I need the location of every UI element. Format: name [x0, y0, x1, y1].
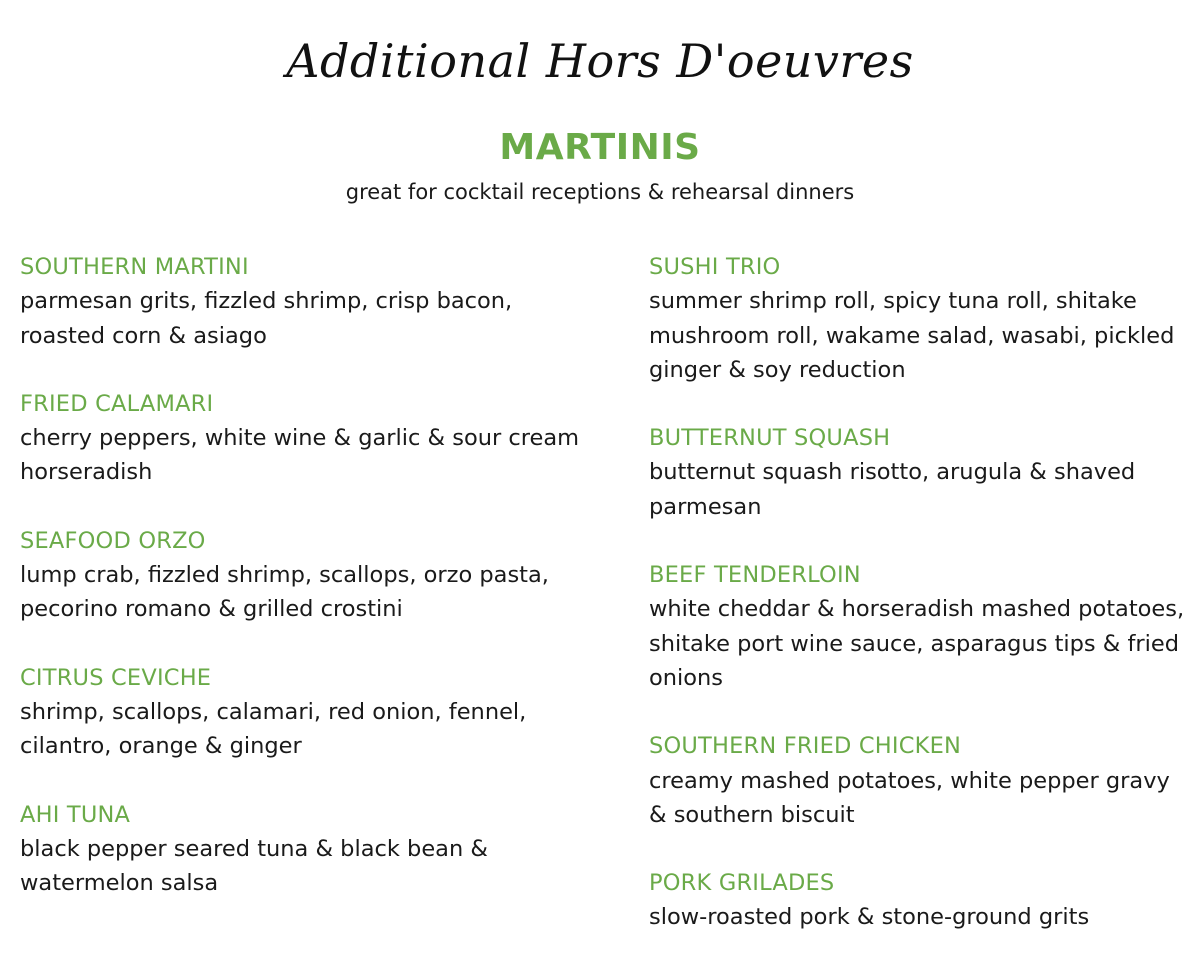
menu-item-name: BUTTERNUT SQUASH [649, 425, 891, 452]
menu-item [20, 661, 600, 764]
menu-column-right [649, 250, 1194, 969]
menu-item [649, 729, 1194, 832]
menu-item-description: black pepper seared tuna & black bean & watermelon salsa [20, 835, 488, 897]
menu-item [649, 558, 1194, 695]
menu-item [649, 250, 1194, 387]
section-subtitle: great for cocktail receptions & rehearsal dinners [345, 180, 855, 204]
menu-item-description: shrimp, scallops, calamari, red onion, fennel, cilantro, orange & ginger [20, 698, 527, 760]
page-title: Additional Hors D'oeuvres [286, 34, 914, 88]
menu-item-name: SOUTHERN MARTINI [20, 254, 249, 280]
menu-item-name: CITRUS CEVICHE [20, 664, 212, 691]
menu-item [649, 866, 1194, 935]
menu-item-description: summer shrimp roll, spicy tuna roll, shitake mushroom roll, wakame salad, wasabi, pickled ginger & soy reduction [649, 288, 1175, 383]
menu-item-name: SOUTHERN FRIED CHICKEN [649, 733, 962, 760]
menu-item-name: BEEF TENDERLOIN [649, 562, 861, 589]
menu-item-description: slow-roasted pork & stone-ground grits [649, 904, 1090, 931]
section-title: MARTINIS [499, 127, 701, 168]
menu-item-description: lump crab, fizzled shrimp, scallops, orzo pasta, pecorino romano & grilled crostini [20, 562, 549, 623]
menu-item [20, 524, 600, 627]
menu-item-name: FRIED CALAMARI [20, 390, 214, 417]
menu-item-description: creamy mashed potatoes, white pepper gravy & southern biscuit [649, 767, 1170, 828]
menu-item-description: butternut squash risotto, arugula & shaved parmesan [649, 459, 1136, 520]
menu-item [20, 798, 600, 901]
menu-item-description: cherry peppers, white wine & garlic & sour cream horseradish [20, 425, 580, 486]
menu-item-description: white cheddar & horseradish mashed potatoes, shitake port wine sauce, asparagus tips & fried onions [649, 596, 1185, 691]
menu-item-name: SUSHI TRIO [649, 254, 781, 280]
menu-item [20, 250, 600, 353]
menu-item [649, 421, 1194, 524]
menu-item-name: AHI TUNA [20, 801, 131, 828]
menu-item-name: SEAFOOD ORZO [20, 527, 206, 554]
menu-column-left [20, 250, 600, 934]
menu-item-name: PORK GRILADES [649, 870, 835, 897]
menu-item-description: parmesan grits, fizzled shrimp, crisp bacon, roasted corn & asiago [20, 288, 513, 349]
menu-item [20, 387, 600, 490]
